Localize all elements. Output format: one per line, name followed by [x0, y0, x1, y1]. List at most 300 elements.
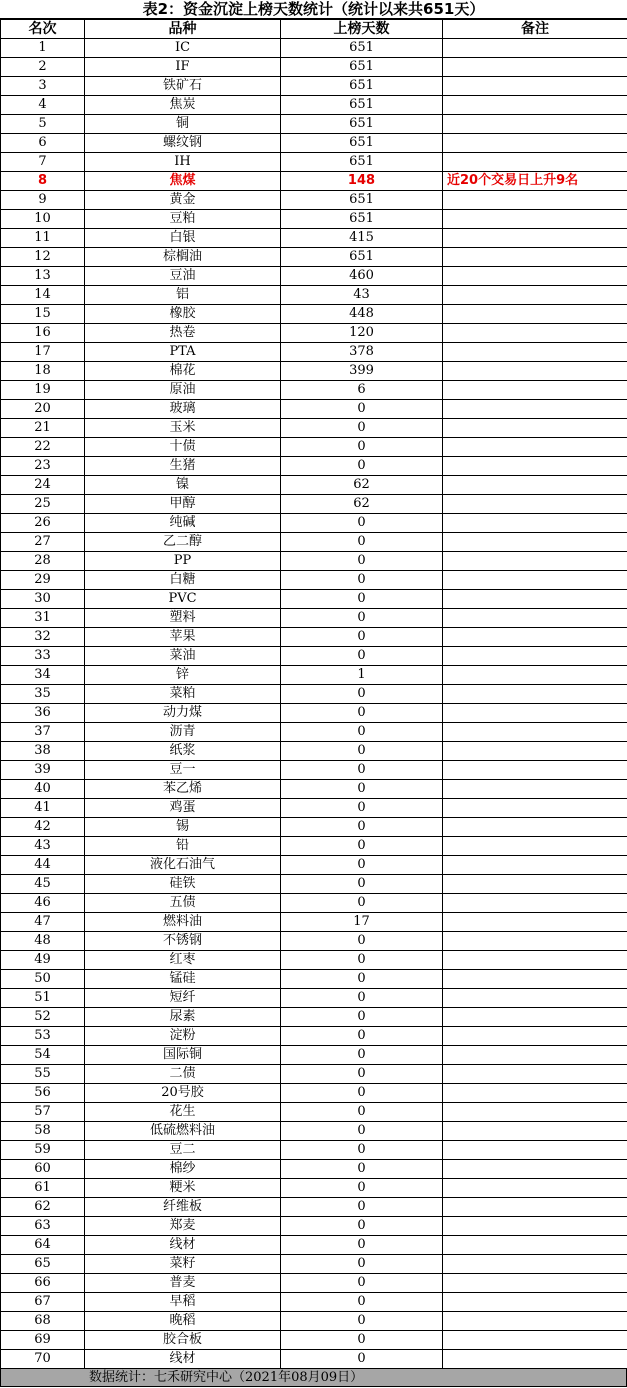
- cell-note: [443, 970, 627, 989]
- cell-note: [443, 39, 627, 58]
- table-row: [1, 590, 627, 609]
- table-row: [1, 1084, 627, 1103]
- cell-rank: 41: [1, 799, 85, 818]
- table-row: [1, 248, 627, 267]
- cell-note: [443, 913, 627, 932]
- cell-days: 460: [281, 267, 443, 286]
- cell-note: [443, 153, 627, 172]
- cell-name: 菜粕: [85, 685, 281, 704]
- table-row: [1, 1065, 627, 1084]
- table-row: [1, 1198, 627, 1217]
- cell-name: 低硫燃料油: [85, 1122, 281, 1141]
- cell-rank: 32: [1, 628, 85, 647]
- table-row: [1, 1255, 627, 1274]
- cell-days: 0: [281, 552, 443, 571]
- table-row: [1, 856, 627, 875]
- cell-rank: 39: [1, 761, 85, 780]
- cell-rank: 11: [1, 229, 85, 248]
- cell-rank: 65: [1, 1255, 85, 1274]
- table-row: [1, 305, 627, 324]
- cell-rank: 9: [1, 191, 85, 210]
- table-row: [1, 115, 627, 134]
- cell-days: 148: [281, 172, 443, 191]
- cell-note: [443, 1141, 627, 1160]
- cell-note: 近20个交易日上升9名: [443, 172, 627, 191]
- cell-name: 液化石油气: [85, 856, 281, 875]
- cell-note: [443, 894, 627, 913]
- cell-name: 胶合板: [85, 1331, 281, 1350]
- cell-rank: 40: [1, 780, 85, 799]
- cell-rank: 67: [1, 1293, 85, 1312]
- table-row: [1, 970, 627, 989]
- table-row: [1, 742, 627, 761]
- header-row: [1, 20, 627, 39]
- cell-days: 0: [281, 970, 443, 989]
- cell-rank: 55: [1, 1065, 85, 1084]
- cell-days: 0: [281, 875, 443, 894]
- cell-days: 0: [281, 1084, 443, 1103]
- cell-note: [443, 191, 627, 210]
- cell-rank: 66: [1, 1274, 85, 1293]
- cell-name: 焦煤: [85, 172, 281, 191]
- cell-days: 0: [281, 533, 443, 552]
- cell-note: [443, 571, 627, 590]
- cell-days: 1: [281, 666, 443, 685]
- cell-days: 0: [281, 894, 443, 913]
- cell-name: 白银: [85, 229, 281, 248]
- cell-name: 硅铁: [85, 875, 281, 894]
- cell-days: 651: [281, 115, 443, 134]
- cell-name: 锡: [85, 818, 281, 837]
- table-row: [1, 362, 627, 381]
- cell-rank: 24: [1, 476, 85, 495]
- cell-rank: 2: [1, 58, 85, 77]
- cell-name: 锰硅: [85, 970, 281, 989]
- cell-note: [443, 666, 627, 685]
- cell-days: 0: [281, 1103, 443, 1122]
- cell-name: 白糖: [85, 571, 281, 590]
- cell-name: 纤维板: [85, 1198, 281, 1217]
- cell-days: 0: [281, 780, 443, 799]
- cell-name: 棉纱: [85, 1160, 281, 1179]
- cell-note: [443, 609, 627, 628]
- cell-note: [443, 1255, 627, 1274]
- cell-note: [443, 1027, 627, 1046]
- cell-days: 43: [281, 286, 443, 305]
- cell-name: 橡胶: [85, 305, 281, 324]
- cell-days: 0: [281, 647, 443, 666]
- cell-name: 甲醇: [85, 495, 281, 514]
- cell-note: [443, 837, 627, 856]
- cell-rank: 18: [1, 362, 85, 381]
- table-row: [1, 381, 627, 400]
- cell-name: 铁矿石: [85, 77, 281, 96]
- cell-days: 399: [281, 362, 443, 381]
- cell-days: 0: [281, 1312, 443, 1331]
- cell-name: 线材: [85, 1236, 281, 1255]
- cell-note: [443, 818, 627, 837]
- table-row: [1, 324, 627, 343]
- cell-days: 0: [281, 951, 443, 970]
- cell-rank: 26: [1, 514, 85, 533]
- cell-note: [443, 495, 627, 514]
- cell-name: PVC: [85, 590, 281, 609]
- cell-note: [443, 267, 627, 286]
- cell-rank: 10: [1, 210, 85, 229]
- cell-rank: 64: [1, 1236, 85, 1255]
- table-row: [1, 761, 627, 780]
- cell-note: [443, 1293, 627, 1312]
- cell-name: 菜籽: [85, 1255, 281, 1274]
- cell-note: [443, 1236, 627, 1255]
- cell-days: 0: [281, 761, 443, 780]
- cell-rank: 17: [1, 343, 85, 362]
- cell-rank: 31: [1, 609, 85, 628]
- cell-name: 动力煤: [85, 704, 281, 723]
- cell-days: 0: [281, 514, 443, 533]
- cell-rank: 1: [1, 39, 85, 58]
- cell-note: [443, 286, 627, 305]
- cell-name: 20号胶: [85, 1084, 281, 1103]
- table-row: [1, 210, 627, 229]
- table-row: [1, 818, 627, 837]
- cell-note: [443, 381, 627, 400]
- table-row: [1, 571, 627, 590]
- cell-note: [443, 438, 627, 457]
- cell-name: 铜: [85, 115, 281, 134]
- table-row: [1, 1008, 627, 1027]
- cell-name: 棕榈油: [85, 248, 281, 267]
- cell-note: [443, 210, 627, 229]
- cell-rank: 16: [1, 324, 85, 343]
- table-body: [1, 39, 627, 1369]
- cell-days: 0: [281, 1008, 443, 1027]
- cell-rank: 50: [1, 970, 85, 989]
- cell-days: 0: [281, 400, 443, 419]
- cell-name: 粳米: [85, 1179, 281, 1198]
- table-row: [1, 58, 627, 77]
- cell-rank: 20: [1, 400, 85, 419]
- cell-note: [443, 1312, 627, 1331]
- cell-name: 线材: [85, 1350, 281, 1369]
- cell-rank: 49: [1, 951, 85, 970]
- cell-note: [443, 742, 627, 761]
- cell-rank: 14: [1, 286, 85, 305]
- cell-days: 62: [281, 495, 443, 514]
- cell-name: 菜油: [85, 647, 281, 666]
- table-row: [1, 191, 627, 210]
- cell-days: 0: [281, 932, 443, 951]
- table-row: [1, 77, 627, 96]
- cell-note: [443, 1217, 627, 1236]
- table-row: [1, 1293, 627, 1312]
- cell-rank: 69: [1, 1331, 85, 1350]
- table-row: [1, 267, 627, 286]
- cell-days: 62: [281, 476, 443, 495]
- cell-name: 焦炭: [85, 96, 281, 115]
- cell-rank: 3: [1, 77, 85, 96]
- cell-note: [443, 419, 627, 438]
- cell-name: 尿素: [85, 1008, 281, 1027]
- cell-note: [443, 780, 627, 799]
- cell-rank: 56: [1, 1084, 85, 1103]
- cell-name: 黄金: [85, 191, 281, 210]
- cell-name: 苯乙烯: [85, 780, 281, 799]
- cell-name: 五债: [85, 894, 281, 913]
- cell-name: 鸡蛋: [85, 799, 281, 818]
- cell-rank: 62: [1, 1198, 85, 1217]
- table-row: [1, 1122, 627, 1141]
- cell-name: PTA: [85, 343, 281, 362]
- cell-name: 镍: [85, 476, 281, 495]
- table-row: [1, 495, 627, 514]
- cell-note: [443, 400, 627, 419]
- cell-name: 铅: [85, 837, 281, 856]
- cell-note: [443, 932, 627, 951]
- cell-days: 0: [281, 419, 443, 438]
- cell-days: 0: [281, 837, 443, 856]
- cell-note: [443, 552, 627, 571]
- cell-rank: 70: [1, 1350, 85, 1369]
- cell-rank: 29: [1, 571, 85, 590]
- table-row: [1, 913, 627, 932]
- table-row: [1, 723, 627, 742]
- cell-rank: 36: [1, 704, 85, 723]
- cell-days: 0: [281, 799, 443, 818]
- cell-name: 原油: [85, 381, 281, 400]
- table-row: [1, 609, 627, 628]
- cell-name: 豆二: [85, 1141, 281, 1160]
- cell-days: 0: [281, 1027, 443, 1046]
- cell-note: [443, 324, 627, 343]
- cell-rank: 48: [1, 932, 85, 951]
- table-row: [1, 894, 627, 913]
- table-row: [1, 1312, 627, 1331]
- table-row: [1, 134, 627, 153]
- cell-rank: 35: [1, 685, 85, 704]
- col-header-name: 品种: [85, 20, 281, 39]
- table-row: [1, 96, 627, 115]
- cell-days: 0: [281, 989, 443, 1008]
- cell-days: 0: [281, 1293, 443, 1312]
- cell-days: 6: [281, 381, 443, 400]
- cell-rank: 45: [1, 875, 85, 894]
- cell-name: 十债: [85, 438, 281, 457]
- cell-rank: 51: [1, 989, 85, 1008]
- cell-note: [443, 1084, 627, 1103]
- cell-days: 0: [281, 1350, 443, 1369]
- table-row: [1, 799, 627, 818]
- cell-days: 0: [281, 704, 443, 723]
- cell-days: 651: [281, 248, 443, 267]
- table-row: [1, 172, 627, 191]
- table-row: [1, 1103, 627, 1122]
- table-row: [1, 457, 627, 476]
- cell-days: 0: [281, 742, 443, 761]
- cell-days: 651: [281, 210, 443, 229]
- cell-name: 生猪: [85, 457, 281, 476]
- cell-note: [443, 96, 627, 115]
- table-row: [1, 514, 627, 533]
- cell-note: [443, 1065, 627, 1084]
- cell-rank: 13: [1, 267, 85, 286]
- cell-note: [443, 457, 627, 476]
- cell-days: 415: [281, 229, 443, 248]
- table-row: [1, 628, 627, 647]
- cell-note: [443, 362, 627, 381]
- cell-days: 0: [281, 628, 443, 647]
- cell-days: 0: [281, 590, 443, 609]
- cell-name: 苹果: [85, 628, 281, 647]
- cell-days: 0: [281, 1160, 443, 1179]
- table-row: [1, 1027, 627, 1046]
- table-row: [1, 1046, 627, 1065]
- cell-rank: 15: [1, 305, 85, 324]
- cell-note: [443, 628, 627, 647]
- cell-note: [443, 1008, 627, 1027]
- table-row: [1, 1331, 627, 1350]
- cell-note: [443, 761, 627, 780]
- cell-days: 651: [281, 153, 443, 172]
- table-row: [1, 1350, 627, 1369]
- cell-name: 铝: [85, 286, 281, 305]
- cell-note: [443, 305, 627, 324]
- table-row: [1, 419, 627, 438]
- cell-days: 0: [281, 818, 443, 837]
- cell-days: 0: [281, 1217, 443, 1236]
- cell-note: [443, 343, 627, 362]
- cell-rank: 25: [1, 495, 85, 514]
- cell-note: [443, 248, 627, 267]
- cell-days: 651: [281, 191, 443, 210]
- cell-rank: 63: [1, 1217, 85, 1236]
- cell-note: [443, 134, 627, 153]
- cell-note: [443, 1160, 627, 1179]
- table-row: [1, 1274, 627, 1293]
- cell-days: 0: [281, 723, 443, 742]
- cell-days: 651: [281, 134, 443, 153]
- table-row: [1, 780, 627, 799]
- cell-days: 651: [281, 58, 443, 77]
- table-row: [1, 837, 627, 856]
- cell-rank: 46: [1, 894, 85, 913]
- cell-rank: 5: [1, 115, 85, 134]
- cell-name: 豆油: [85, 267, 281, 286]
- cell-note: [443, 704, 627, 723]
- cell-rank: 6: [1, 134, 85, 153]
- cell-note: [443, 685, 627, 704]
- cell-days: 0: [281, 438, 443, 457]
- table-row: [1, 400, 627, 419]
- cell-days: 17: [281, 913, 443, 932]
- cell-name: 花生: [85, 1103, 281, 1122]
- cell-name: 锌: [85, 666, 281, 685]
- cell-days: 0: [281, 1122, 443, 1141]
- cell-note: [443, 1179, 627, 1198]
- cell-days: 0: [281, 457, 443, 476]
- cell-name: 二债: [85, 1065, 281, 1084]
- table-row: [1, 666, 627, 685]
- cell-rank: 30: [1, 590, 85, 609]
- cell-rank: 4: [1, 96, 85, 115]
- table-row: [1, 1179, 627, 1198]
- cell-rank: 57: [1, 1103, 85, 1122]
- cell-days: 651: [281, 39, 443, 58]
- cell-name: 乙二醇: [85, 533, 281, 552]
- cell-days: 0: [281, 1198, 443, 1217]
- cell-rank: 27: [1, 533, 85, 552]
- cell-rank: 53: [1, 1027, 85, 1046]
- cell-name: IC: [85, 39, 281, 58]
- cell-rank: 28: [1, 552, 85, 571]
- cell-days: 0: [281, 609, 443, 628]
- cell-rank: 43: [1, 837, 85, 856]
- cell-note: [443, 1331, 627, 1350]
- cell-name: 沥青: [85, 723, 281, 742]
- table-row: [1, 932, 627, 951]
- cell-note: [443, 1198, 627, 1217]
- cell-rank: 34: [1, 666, 85, 685]
- table-row: [1, 1160, 627, 1179]
- cell-days: 651: [281, 77, 443, 96]
- cell-rank: 7: [1, 153, 85, 172]
- cell-note: [443, 1046, 627, 1065]
- cell-rank: 68: [1, 1312, 85, 1331]
- cell-name: PP: [85, 552, 281, 571]
- table-row: [1, 1141, 627, 1160]
- cell-note: [443, 115, 627, 134]
- cell-note: [443, 533, 627, 552]
- cell-note: [443, 77, 627, 96]
- table-row: [1, 704, 627, 723]
- cell-name: 郑麦: [85, 1217, 281, 1236]
- cell-days: 378: [281, 343, 443, 362]
- cell-name: 普麦: [85, 1274, 281, 1293]
- table-row: [1, 438, 627, 457]
- ranking-table: [0, 19, 627, 1369]
- cell-note: [443, 1122, 627, 1141]
- cell-rank: 21: [1, 419, 85, 438]
- cell-rank: 52: [1, 1008, 85, 1027]
- cell-name: 淀粉: [85, 1027, 281, 1046]
- cell-days: 448: [281, 305, 443, 324]
- cell-days: 0: [281, 1236, 443, 1255]
- cell-note: [443, 799, 627, 818]
- cell-rank: 58: [1, 1122, 85, 1141]
- cell-name: 玉米: [85, 419, 281, 438]
- cell-name: IH: [85, 153, 281, 172]
- cell-days: 0: [281, 1141, 443, 1160]
- cell-name: 螺纹钢: [85, 134, 281, 153]
- cell-note: [443, 989, 627, 1008]
- cell-note: [443, 590, 627, 609]
- cell-name: 棉花: [85, 362, 281, 381]
- col-header-note: 备注: [443, 20, 627, 39]
- cell-name: 早稻: [85, 1293, 281, 1312]
- cell-note: [443, 1103, 627, 1122]
- cell-name: 塑料: [85, 609, 281, 628]
- col-header-days: 上榜天数: [281, 20, 443, 39]
- cell-name: IF: [85, 58, 281, 77]
- table-row: [1, 533, 627, 552]
- cell-note: [443, 875, 627, 894]
- cell-days: 0: [281, 856, 443, 875]
- table-row: [1, 552, 627, 571]
- table-row: [1, 476, 627, 495]
- cell-days: 0: [281, 1046, 443, 1065]
- cell-name: 纯碱: [85, 514, 281, 533]
- cell-note: [443, 514, 627, 533]
